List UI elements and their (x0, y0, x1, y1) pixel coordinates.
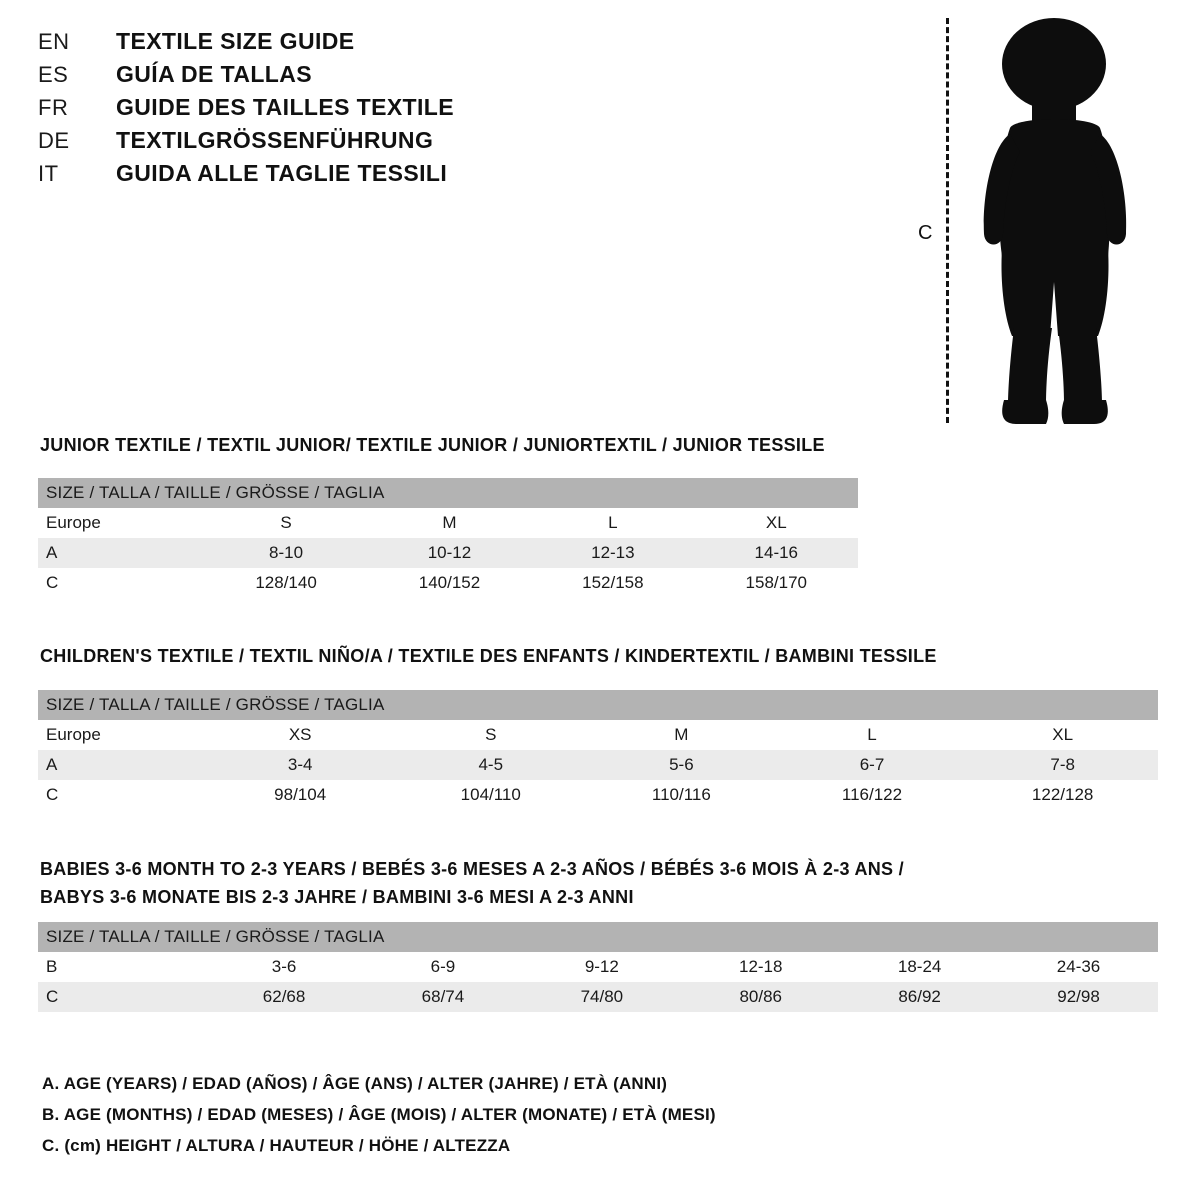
junior-row-c (38, 568, 858, 598)
children-row-europe (38, 720, 1158, 750)
language-code-es: ES (38, 62, 69, 87)
footnote-c: C. (cm) HEIGHT / ALTURA / HAUTEUR / HÖHE / ALTEZZA (42, 1136, 511, 1155)
babies-c-12-18: 80/86 (739, 987, 782, 1006)
junior-europe-s: S (280, 513, 292, 532)
language-row-fr (38, 94, 558, 127)
junior-row-a-label: A (46, 543, 58, 562)
babies-row-b (38, 952, 1158, 982)
babies-band-label: SIZE / TALLA / TAILLE / GRÖSSE / TAGLIA (38, 922, 1158, 952)
section-heading-babies-line2: BABYS 3-6 MONATE BIS 2-3 JAHRE / BAMBINI 3-6 MESI A 2-3 ANNI (40, 887, 634, 907)
children-size-table (38, 690, 1158, 810)
babies-b-12-18: 12-18 (738, 957, 783, 976)
language-code-fr: FR (38, 95, 69, 120)
junior-c-l: 152/158 (582, 573, 644, 592)
children-c-l: 116/122 (841, 785, 903, 804)
language-title-de: TEXTILGRÖSSENFÜHRUNG (116, 127, 434, 153)
babies-c-9-12: 74/80 (580, 987, 624, 1006)
children-row-a (38, 750, 1158, 780)
babies-c-18-24: 86/92 (898, 987, 941, 1006)
language-row-es (38, 61, 558, 94)
language-title-it: GUIDA ALLE TAGLIE TESSILI (116, 160, 448, 186)
children-row-europe-label: Europe (46, 725, 101, 744)
babies-row-b-label: B (46, 957, 58, 976)
children-a-xs: 3-4 (287, 755, 313, 774)
children-row-a-label: A (46, 755, 58, 774)
footnote-a: A. AGE (YEARS) / EDAD (AÑOS) / ÂGE (ANS) / ALTER (JAHRE) / ETÀ (ANNI) (42, 1074, 668, 1093)
children-row-c-label: C (46, 785, 59, 804)
junior-c-s: 128/140 (255, 573, 317, 592)
babies-b-18-24: 18-24 (897, 957, 942, 976)
language-title-es: GUÍA DE TALLAS (116, 61, 312, 87)
child-silhouette-icon (958, 16, 1148, 431)
children-band-label: SIZE / TALLA / TAILLE / GRÖSSE / TAGLIA (38, 690, 1158, 720)
junior-c-m: 140/152 (418, 573, 481, 592)
children-a-l: 6-7 (859, 755, 885, 774)
section-heading-babies (40, 855, 1040, 911)
junior-europe-xl: XL (765, 513, 787, 532)
junior-a-s: 8-10 (269, 543, 304, 562)
babies-c-6-9: 68/74 (421, 987, 465, 1006)
language-row-de (38, 127, 558, 160)
junior-row-europe-label: Europe (46, 513, 101, 532)
footnote-b: B. AGE (MONTHS) / EDAD (MESES) / ÂGE (MOIS) / ALTER (MONATE) / ETÀ (MESI) (42, 1105, 716, 1124)
children-c-xs: 98/104 (274, 785, 327, 804)
children-c-s: 104/110 (460, 785, 521, 804)
junior-europe-l: L (608, 513, 618, 532)
babies-row-c (38, 982, 1158, 1012)
babies-b-24-36: 24-36 (1056, 957, 1101, 976)
junior-a-l: 12-13 (591, 543, 635, 562)
children-europe-l: L (867, 725, 877, 744)
babies-b-6-9: 6-9 (430, 957, 456, 976)
section-heading-babies-line1: BABIES 3-6 MONTH TO 2-3 YEARS / BEBÉS 3-6 MESES A 2-3 AÑOS / BÉBÉS 3-6 MOIS À 2-3 ANS / (40, 859, 904, 879)
children-europe-m: M (674, 725, 689, 744)
babies-c-24-36: 92/98 (1057, 987, 1100, 1006)
section-heading-children: CHILDREN'S TEXTILE / TEXTIL NIÑO/A / TEXTILE DES ENFANTS / KINDERTEXTIL / BAMBINI TESSILE (40, 646, 937, 666)
junior-size-table (38, 478, 858, 598)
children-europe-xl: XL (1052, 725, 1074, 744)
language-code-de: DE (38, 128, 70, 153)
height-figure (900, 10, 1160, 430)
children-band-row (38, 690, 1158, 720)
babies-b-9-12: 9-12 (584, 957, 619, 976)
language-code-en: EN (38, 29, 70, 54)
language-row-en (38, 28, 558, 61)
language-row-it (38, 160, 558, 193)
junior-a-m: 10-12 (427, 543, 472, 562)
junior-row-a (38, 538, 858, 568)
junior-a-xl: 14-16 (754, 543, 799, 562)
junior-europe-m: M (442, 513, 457, 532)
junior-row-c-label: C (46, 573, 59, 592)
height-measure-line (946, 18, 949, 423)
section-heading-junior: JUNIOR TEXTILE / TEXTIL JUNIOR/ TEXTILE JUNIOR / JUNIORTEXTIL / JUNIOR TESSILE (40, 435, 825, 455)
children-c-m: 110/116 (651, 785, 711, 804)
junior-c-xl: 158/170 (745, 573, 807, 592)
children-a-m: 5-6 (669, 755, 694, 774)
babies-c-3-6: 62/68 (262, 987, 306, 1006)
babies-size-table (38, 922, 1158, 1012)
children-c-xl: 122/128 (1031, 785, 1094, 804)
height-measure-label: C (918, 222, 933, 244)
junior-row-europe (38, 508, 858, 538)
children-europe-xs: XS (288, 725, 312, 744)
children-a-xl: 7-8 (1050, 755, 1075, 774)
language-title-en: TEXTILE SIZE GUIDE (116, 28, 355, 54)
language-title-fr: GUIDE DES TAILLES TEXTILE (116, 94, 454, 120)
babies-row-c-label: C (46, 987, 59, 1006)
junior-band-row (38, 478, 858, 508)
children-a-s: 4-5 (478, 755, 504, 774)
babies-band-row (38, 922, 1158, 952)
language-code-it: IT (38, 161, 59, 186)
junior-band-label: SIZE / TALLA / TAILLE / GRÖSSE / TAGLIA (38, 478, 858, 508)
footnotes-block (42, 1068, 1042, 1161)
babies-b-3-6: 3-6 (271, 957, 297, 976)
children-row-c (38, 780, 1158, 810)
children-europe-s: S (485, 725, 497, 744)
language-title-block (38, 28, 558, 193)
